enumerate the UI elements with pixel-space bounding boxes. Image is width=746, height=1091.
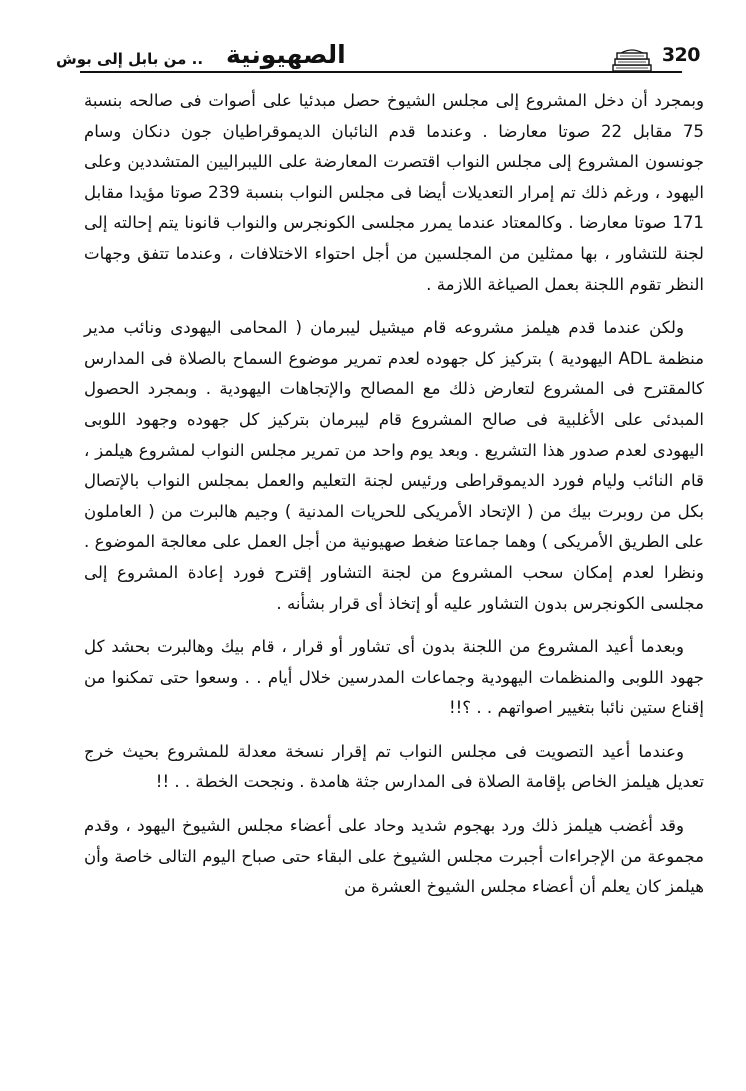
paragraph: وقد أغضب هيلمز ذلك ورد بهجوم شديد وحاد على أعضاء مجلس الشيوخ اليهود ، وقدم مجموعة من الإجراءات أجبرت مجلس الشيوخ على البقاء حتى صباح اليوم التالى خاصة وأن هيلمز كان يعلم أن أعضاء مجلس الشيوخ العشرة من: [84, 816, 704, 897]
running-header: [56, 40, 700, 80]
body-text: [84, 86, 704, 916]
paragraph: وعندما أعيد التصويت فى مجلس النواب تم إقرار نسخة معدلة للمشروع بحيث خرج تعديل هيلمز الخاص بإقامة الصلاة فى المدارس جثة هامدة . ونجحت الخطة . . !!: [84, 741, 704, 792]
paragraph: وبعدما أعيد المشروع من اللجنة بدون أى تشاور أو قرار ، قام بيك وهالبرت بحشد كل جهود اللوبى والمنظمات اليهودية وجماعات المدرسين خلال أيام . . وسعوا حتى تمكنوا من إقناع ستين نائبا بتغيير اصواتهم . . ؟!!: [84, 637, 704, 718]
book-subtitle: .. من بابل إلى بوش: [56, 50, 209, 68]
book-title: الصهيونية: [218, 40, 354, 69]
paragraph: وبمجرد أن دخل المشروع إلى مجلس الشيوخ حصل مبدئيا على أصوات فى صالحه بنسبة 75 مقابل 22 صوتا معارضا . وعندما قدم النائبان الديموقراطيان جون دنكان وسام جونسون المشروع إلى مجلس النواب اقتصرت المعارضة على الليبراليين المتشددين وعلى اليهود ، ورغم ذلك تم إمرار التعديلات أيضا فى مجلس النواب بنسبة 239 صوتا مؤيدا مقابل 171 صوتا معارضا . وكالمعتاد عندما يمرر مجلسى الكونجرس والنواب قانونا يتم إحالته إلى لجنة للتشاور ، بها ممثلين من المجلسين من أجل احتواء الاختلافات ، وعندما تتفق وجهات النظر تقوم اللجنة بعمل الصياغة اللازمة .: [84, 91, 704, 294]
book-stack-icon: [612, 48, 652, 72]
page-number: 320: [661, 44, 700, 66]
paragraph: ولكن عندما قدم هيلمز مشروعه قام ميشيل ليبرمان ( المحامى اليهودى ونائب مدير منظمة ADL اليهودية ) بتركيز كل جهوده لعدم تمرير موضوع السماح بالصلاة فى المدارس كالمقترح فى المشروع لتعارض ذلك مع المصالح والإتجاهات اليهودية . وبمجرد الحصول المبدئى على الأغلبية فى صالح المشروع قام ليبرمان بتركيز كل جهوده وجهود اللوبى اليهودى لعدم صدور هذا التشريع . وبعد يوم واحد من تمرير مجلس النواب لمشروع هيلمز ، قام النائب وليام فورد الديموقراطى ورئيس لجنة التعليم والعمل بمجلس النواب بالإتصال بكل من روبرت بيك من ( الإتحاد الأمريكى للحريات المدنية ) وجيم هالبرت من ( العاملون على الطريق الأمريكى ) وهما جماعتا ضغط صهيونية من أجل العمل على معالجة الموضوع . ونظرا لعدم إمكان سحب المشروع من لجنة التشاور إقترح فورد إعادة المشروع إلى مجلسى الكونجرس بدون التشاور عليه أو إتخاذ أى قرار بشأنه .: [84, 318, 704, 613]
header-rule: [80, 71, 682, 73]
